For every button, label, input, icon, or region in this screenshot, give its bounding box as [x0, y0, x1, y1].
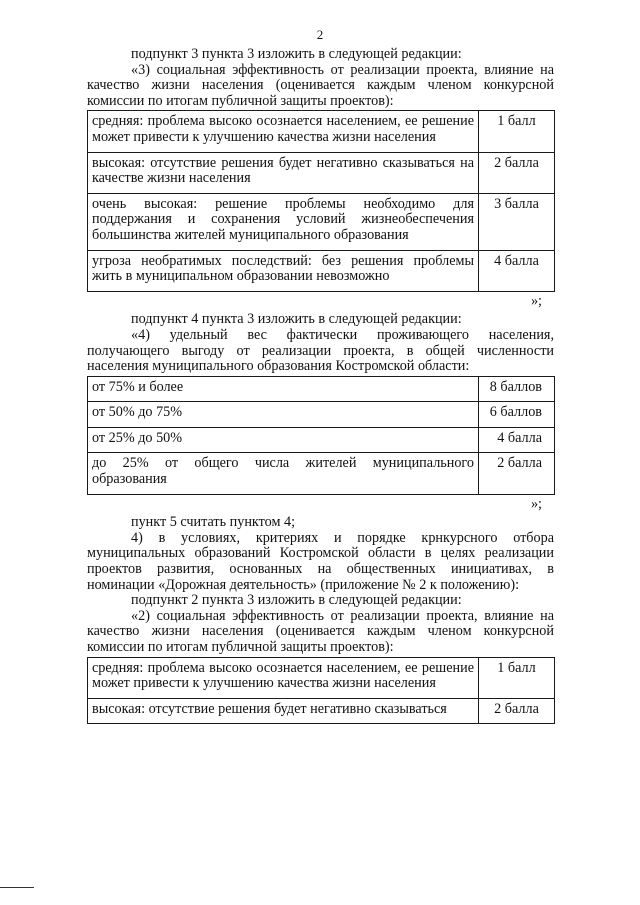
table-row [88, 402, 555, 428]
sec2-closing-mark: »; [530, 495, 542, 512]
sec1-heading: «3) социальная эффективность от реализации проекта, влияние на качество жизни населения (оценивается каждым членом конкурсной комиссии по итогам публичной защиты проектов): [87, 61, 554, 109]
criterion-score: 1 балл [479, 657, 555, 698]
criterion-description: до 25% от общего числа жителей муниципального образования [88, 453, 479, 494]
sec3-renumber-line: пункт 5 считать пунктом 4; [131, 514, 296, 531]
criterion-score: 2 балла [479, 152, 555, 193]
table-row [88, 657, 555, 698]
sec3-intro: подпункт 2 пункта 3 изложить в следующей редакции: [131, 592, 462, 609]
footer-rule [0, 887, 34, 888]
criterion-score: 4 балла [479, 427, 555, 453]
table-row [88, 193, 555, 250]
criterion-score: 6 баллов [479, 402, 555, 428]
table-row [88, 152, 555, 193]
criterion-description: угроза необратимых последствий: без решения проблемы жить в муниципальном образовании невозможно [88, 250, 479, 291]
sec2-heading: «4) удельный вес фактически проживающего населения, получающего выгоду от реализации проекта, в общей численности населения муниципального образования Костромской области: [87, 326, 554, 375]
criterion-description: высокая: отсутствие решения будет негативно сказываться на качестве жизни населения [88, 152, 479, 193]
table-row [88, 427, 555, 453]
sec2-intro: подпункт 4 пункта 3 изложить в следующей редакции: [131, 311, 462, 328]
criterion-score: 1 балл [479, 111, 555, 152]
table-row [88, 698, 555, 724]
criterion-score: 4 балла [479, 250, 555, 291]
document-body [87, 47, 554, 724]
table-row [88, 453, 555, 494]
criterion-description: от 25% до 50% [88, 427, 479, 453]
table-row [88, 376, 555, 402]
page-number: 2 [316, 27, 324, 42]
sec1-criteria-table [87, 110, 555, 291]
sec3-paragraph-4: 4) в условиях, критериях и порядке крнкурсного отбора муниципальных образований Костромской области в целях реализации проектов развития, основанных на общественных инициативах, в номинации «Дорожная деятельность» (приложение № 2 к положению): [87, 529, 554, 593]
criterion-description: средняя: проблема высоко осознается населением, ее решение может привести к улучшению качества жизни населения [88, 111, 479, 152]
sec1-intro: подпункт 3 пункта 3 изложить в следующей редакции: [131, 46, 462, 62]
criterion-score: 3 балла [479, 193, 555, 250]
table-row [88, 250, 555, 291]
criterion-description: высокая: отсутствие решения будет негативно сказываться [88, 698, 479, 724]
table-row [88, 111, 555, 152]
criterion-score: 8 баллов [479, 376, 555, 402]
criterion-description: от 50% до 75% [88, 402, 479, 428]
criterion-description: от 75% и более [88, 376, 479, 402]
criterion-score: 2 балла [479, 698, 555, 724]
criterion-description: средняя: проблема высоко осознается населением, ее решение может привести к улучшению качества жизни населения [88, 657, 479, 698]
sec1-closing-mark: »; [530, 292, 542, 309]
criterion-score: 2 балла [479, 453, 555, 494]
criterion-description: очень высокая: решение проблемы необходимо для поддержания и сохранения условий жизнеобеспечения большинства жителей муниципального образования [88, 193, 479, 250]
sec3-criteria-table [87, 657, 555, 725]
sec2-criteria-table [87, 376, 555, 495]
sec3-heading: «2) социальная эффективность от реализации проекта, влияние на качество жизни населения (оценивается каждым членом конкурсной комиссии по итогам публичной защиты проектов): [87, 607, 554, 655]
